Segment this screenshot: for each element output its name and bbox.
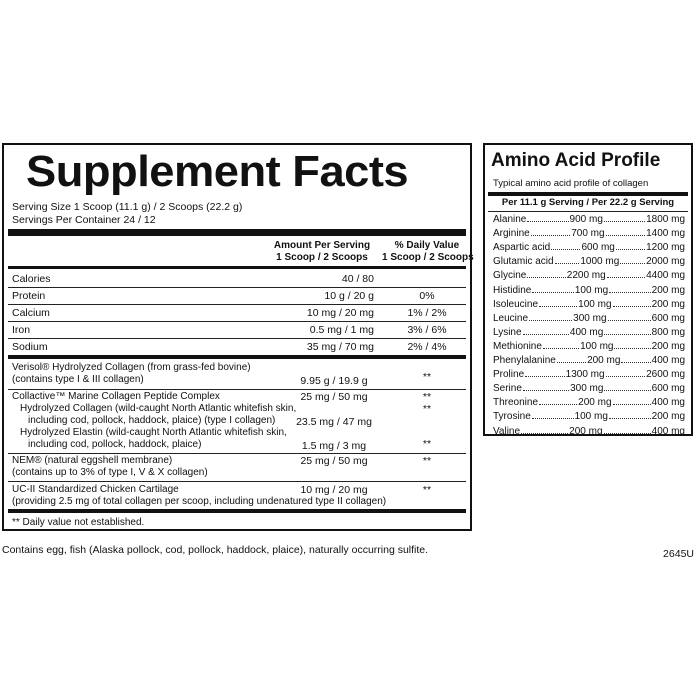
- dv-header-line1: % Daily Value: [394, 240, 460, 251]
- hydrolyzed-collagen-label: Hydrolyzed Collagen (wild-caught North Atlantic whitefish skin,: [20, 403, 297, 414]
- amino-acid-serving-1: 1000 mg: [580, 256, 620, 268]
- verisol-amount: 9.95 g / 19.9 g: [300, 375, 368, 387]
- amino-acid-row: [493, 369, 685, 383]
- amino-acid-name: Arginine: [493, 228, 530, 240]
- dot-leader: [557, 362, 586, 363]
- amino-acid-panel: [483, 143, 693, 436]
- nutrient-amount: 10 mg / 20 mg: [306, 307, 374, 319]
- amino-acid-serving-2: 200 mg: [651, 340, 686, 352]
- amino-acid-row: [493, 355, 685, 369]
- supplement-facts-title: Supplement Facts: [26, 147, 409, 196]
- amino-acid-serving-2: 1400 mg: [646, 228, 686, 240]
- nutrient-amount: 10 g / 20 g: [324, 290, 374, 302]
- dot-leader: [614, 348, 650, 349]
- amino-acid-serving-2: 200 mg: [651, 411, 686, 423]
- amino-acid-row: [493, 214, 685, 228]
- amino-acid-serving-1: 100 mg: [578, 298, 612, 310]
- nutrient-amount: 35 mg / 70 mg: [306, 341, 374, 353]
- verisol-label: Verisol® Hydrolyzed Collagen (from grass-fed bovine): [12, 362, 251, 373]
- row-divider: [8, 287, 466, 288]
- amino-acid-serving-1: 900 mg: [569, 214, 603, 225]
- dot-leader: [543, 348, 579, 349]
- amino-acid-name: Glutamic acid: [493, 256, 554, 268]
- collactive-dv: **: [422, 391, 432, 403]
- medium-divider: [8, 509, 466, 513]
- amino-acid-serving-1: 200 mg: [569, 425, 603, 437]
- dot-leader: [609, 292, 650, 293]
- verisol-dv: **: [422, 371, 432, 383]
- amino-acid-serving-2: 400 mg: [651, 355, 686, 366]
- amino-acid-serving-2: 200 mg: [651, 298, 685, 310]
- row-divider: [488, 211, 688, 212]
- nutrient-amount: 40 / 80: [341, 273, 374, 285]
- amino-acid-row: [493, 228, 685, 242]
- dot-leader: [532, 418, 574, 419]
- serving-size: Serving Size 1 Scoop (11.1 g) / 2 Scoops (22.2 g): [12, 201, 243, 213]
- amino-acid-row: [493, 313, 685, 327]
- amount-header: [262, 240, 382, 264]
- nutrient-label: Iron: [12, 324, 31, 336]
- dot-leader: [613, 404, 651, 405]
- nem-dv: **: [422, 455, 432, 467]
- amino-acid-serving-1: 100 mg: [574, 411, 608, 423]
- dot-leader: [604, 221, 645, 222]
- medium-divider: [8, 355, 466, 359]
- amino-acid-serving-2: 1200 mg: [646, 242, 685, 254]
- dot-leader: [604, 390, 650, 391]
- amino-acid-serving-2: 400 mg: [651, 425, 685, 437]
- allergen-statement: Contains egg, fish (Alaska pollock, cod, pollock, haddock, plaice), naturally occurring sulfite.: [2, 544, 429, 556]
- dot-leader: [613, 306, 651, 307]
- nutrient-dv: 1% / 2%: [407, 307, 447, 319]
- amino-acid-header: Per 11.1 g Serving / Per 22.2 g Serving: [501, 197, 675, 208]
- ucii-amount: 10 mg / 20 mg: [300, 484, 368, 496]
- amino-acid-serving-2: 2600 mg: [646, 369, 686, 381]
- hydrolyzed-collagen-amount: 23.5 mg / 47 mg: [296, 416, 372, 428]
- amino-acid-serving-2: 200 mg: [651, 284, 686, 296]
- amino-acid-serving-2: 400 mg: [651, 397, 685, 409]
- daily-value-header: [382, 240, 472, 264]
- hydrolyzed-collagen-dv: **: [422, 403, 432, 415]
- dv-header-line2: 1 Scoop / 2 Scoops: [382, 252, 474, 263]
- amino-acid-row: [493, 242, 685, 256]
- ucii-sublabel: (providing 2.5 mg of total collagen per scoop, including undenatured type II collagen): [12, 496, 387, 507]
- thick-divider: [488, 192, 688, 196]
- amino-acid-serving-2: 1800 mg: [646, 214, 686, 225]
- medium-divider: [8, 266, 466, 269]
- amino-acid-serving-1: 200 mg: [587, 355, 621, 366]
- dot-leader: [527, 221, 568, 222]
- dot-leader: [620, 263, 645, 264]
- nutrient-label: Calcium: [12, 307, 50, 319]
- hydrolyzed-elastin-dv: **: [422, 438, 432, 450]
- amino-acid-serving-2: 600 mg: [651, 312, 685, 324]
- amino-acid-row: [493, 285, 685, 299]
- amino-acid-name: Alanine: [493, 214, 527, 225]
- amino-acid-name: Tyrosine: [493, 411, 531, 423]
- dot-leader: [523, 390, 569, 391]
- ucii-dv: **: [422, 484, 432, 496]
- dot-leader: [531, 235, 571, 236]
- hydrolyzed-elastin-label: Hydrolyzed Elastin (wild-caught North Atlantic whitefish skin,: [20, 427, 287, 438]
- nutrient-label: Protein: [12, 290, 46, 302]
- dot-leader: [539, 306, 577, 307]
- thick-divider: [8, 229, 466, 236]
- amino-acid-name: Methionine: [493, 340, 542, 352]
- verisol-sublabel: (contains type I & III collagen): [12, 374, 144, 385]
- amino-acid-serving-1: 400 mg: [569, 326, 604, 338]
- amino-acid-name: Aspartic acid: [493, 242, 551, 254]
- amino-acid-name: Proline: [493, 369, 525, 381]
- nem-amount: 25 mg / 50 mg: [300, 455, 368, 467]
- nutrient-amount: 0.5 mg / 1 mg: [309, 324, 374, 336]
- row-divider: [8, 338, 466, 339]
- amino-acid-serving-2: 2000 mg: [646, 256, 686, 268]
- dot-leader: [606, 376, 646, 377]
- nutrient-dv: 3% / 6%: [407, 324, 447, 336]
- amino-acid-serving-1: 300 mg: [570, 383, 604, 395]
- dot-leader: [604, 433, 651, 434]
- amino-acid-row: [493, 341, 685, 355]
- product-code: 2645U: [663, 548, 694, 560]
- amino-acid-name: Valine: [493, 425, 521, 437]
- amino-acid-name: Glycine: [493, 270, 527, 282]
- dot-leader: [551, 249, 580, 250]
- nutrient-dv: 0%: [419, 290, 435, 302]
- amino-acid-serving-1: 2200 mg: [566, 270, 606, 282]
- amino-acid-serving-1: 300 mg: [573, 312, 607, 324]
- servings-per-container: Servings Per Container 24 / 12: [12, 214, 156, 226]
- dot-leader: [532, 292, 573, 293]
- dot-leader: [607, 277, 645, 278]
- nem-sublabel: (contains up to 3% of type I, V & X collagen): [12, 467, 208, 478]
- dot-leader: [621, 362, 650, 363]
- row-divider: [8, 389, 466, 390]
- amino-acid-row: [493, 426, 685, 440]
- amount-header-line1: Amount Per Serving: [273, 240, 371, 251]
- amino-acid-serving-1: 200 mg: [578, 397, 612, 409]
- amino-acid-row: [493, 327, 685, 341]
- amino-acid-name: Threonine: [493, 397, 539, 409]
- amino-acid-row: [493, 411, 685, 425]
- row-divider: [8, 304, 466, 305]
- dot-leader: [521, 433, 568, 434]
- amino-acid-serving-1: 1300 mg: [565, 369, 605, 381]
- amino-acid-serving-1: 100 mg: [574, 284, 609, 296]
- collactive-amount: 25 mg / 50 mg: [300, 391, 368, 403]
- dot-leader: [555, 263, 580, 264]
- dot-leader: [606, 235, 646, 236]
- amino-acid-name: Lysine: [493, 326, 522, 338]
- amino-acid-row: [493, 397, 685, 411]
- amino-acid-serving-2: 800 mg: [651, 326, 686, 338]
- amount-header-line2: 1 Scoop / 2 Scoops: [276, 252, 368, 263]
- dot-leader: [616, 249, 645, 250]
- dot-leader: [529, 320, 572, 321]
- amino-acid-serving-2: 4400 mg: [646, 270, 686, 282]
- amino-acid-name: Leucine: [493, 312, 529, 324]
- nutrient-dv: 2% / 4%: [407, 341, 447, 353]
- supplement-facts-panel: [2, 143, 472, 531]
- collactive-label: Collactive™ Marine Collagen Peptide Complex: [12, 391, 220, 402]
- dot-leader: [525, 376, 565, 377]
- amino-acid-serving-2: 600 mg: [651, 383, 685, 395]
- dot-leader: [523, 334, 569, 335]
- hydrolyzed-collagen-sublabel: including cod, pollock, haddock, plaice) (type I collagen): [28, 415, 276, 426]
- hydrolyzed-elastin-amount: 1.5 mg / 3 mg: [301, 440, 367, 452]
- amino-acid-row: [493, 299, 685, 313]
- dot-leader: [539, 404, 577, 405]
- dot-leader: [527, 277, 565, 278]
- footnote: ** Daily value not established.: [12, 517, 145, 528]
- amino-acid-serving-1: 100 mg: [580, 340, 614, 352]
- amino-acid-name: Serine: [493, 383, 522, 395]
- amino-acid-name: Isoleucine: [493, 298, 539, 310]
- amino-acid-row: [493, 256, 685, 270]
- row-divider: [8, 481, 466, 482]
- dot-leader: [608, 320, 651, 321]
- nem-label: NEM® (natural eggshell membrane): [12, 455, 173, 466]
- amino-acid-serving-1: 600 mg: [581, 242, 615, 254]
- row-divider: [8, 321, 466, 322]
- amino-acid-subtitle: Typical amino acid profile of collagen: [493, 178, 649, 189]
- hydrolyzed-elastin-sublabel: including cod, pollock, haddock, plaice): [28, 439, 202, 450]
- nutrient-label: Sodium: [12, 341, 48, 353]
- dot-leader: [609, 418, 651, 419]
- amino-acid-serving-1: 700 mg: [571, 228, 605, 240]
- nutrient-label: Calories: [12, 273, 51, 285]
- amino-acid-name: Histidine: [493, 284, 532, 296]
- amino-acid-row: [493, 270, 685, 284]
- row-divider: [8, 453, 466, 454]
- amino-acid-row: [493, 383, 685, 397]
- ucii-label: UC-II Standardized Chicken Cartilage: [12, 484, 179, 495]
- amino-acid-title: Amino Acid Profile: [491, 150, 661, 171]
- amino-acid-name: Phenylalanine: [493, 355, 556, 366]
- dot-leader: [604, 334, 650, 335]
